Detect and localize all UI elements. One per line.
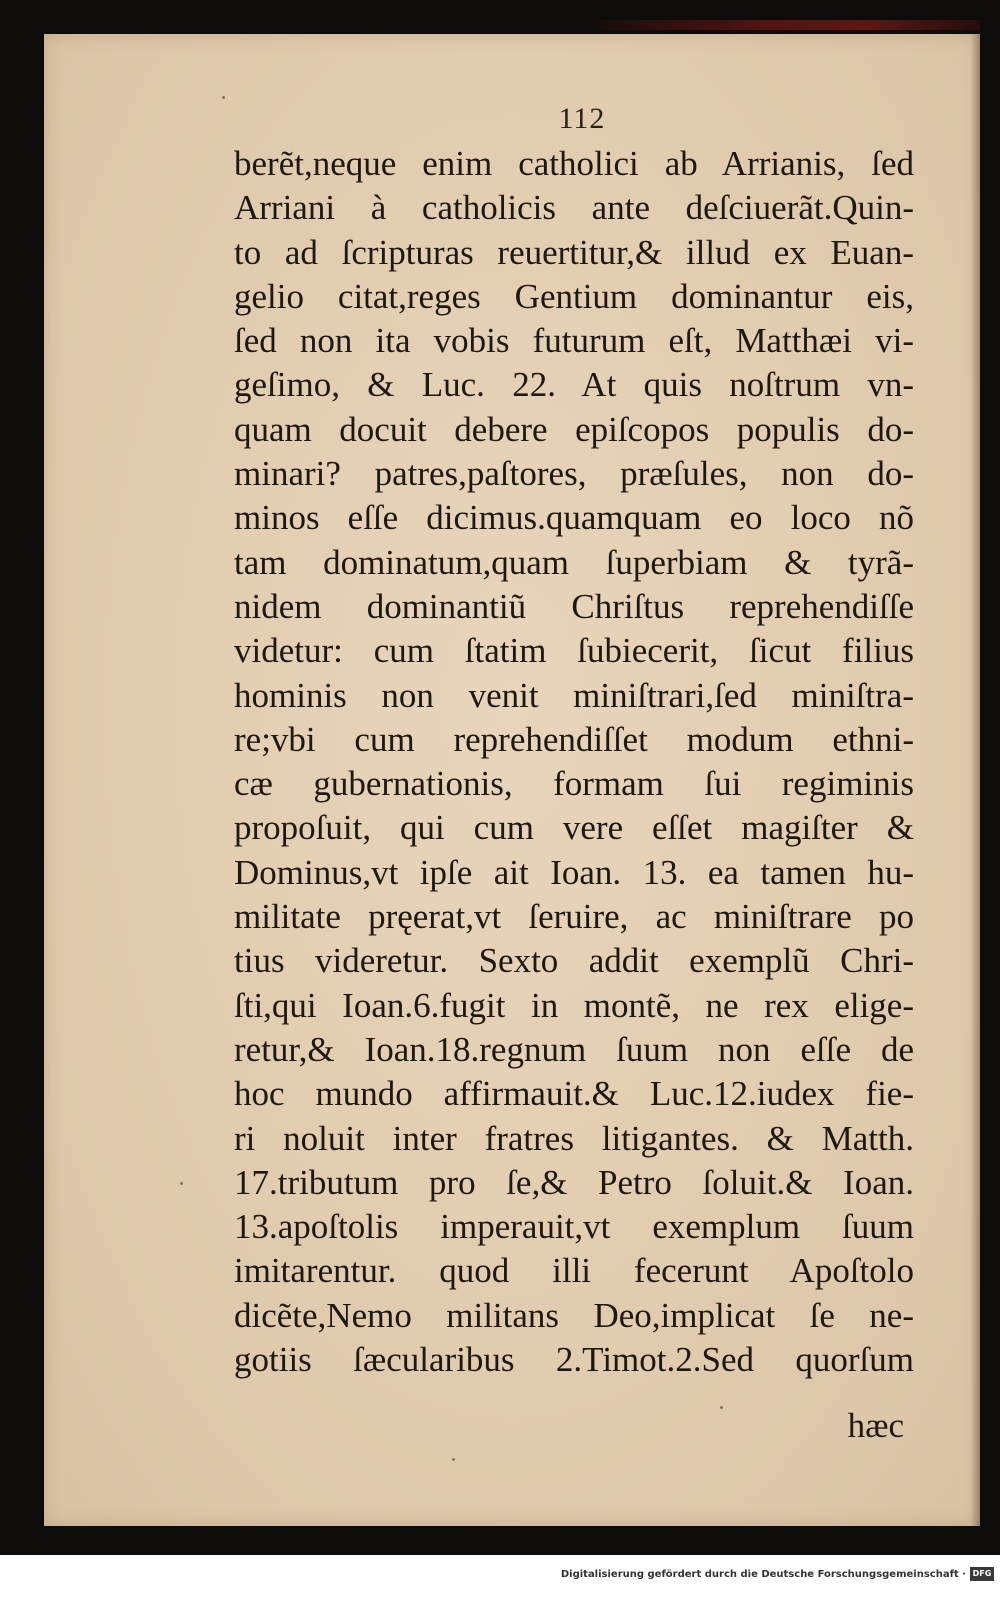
text-line: dicẽte,Nemo militans Deo,implicat ſe ne-: [234, 1295, 914, 1335]
ink-speck: [720, 1406, 723, 1409]
ink-speck: [452, 1458, 455, 1461]
page-number-text: 112: [558, 102, 606, 135]
ink-speck: [180, 1182, 183, 1185]
dfg-logo: DFG: [970, 1567, 994, 1581]
footer-bar: [0, 1555, 1000, 1599]
text-line: 13.apoſtolis imperauit,vt exemplum ſuum: [234, 1207, 914, 1247]
text-line: imitarentur. quod illi fecerunt Apoſtolo: [234, 1251, 914, 1291]
text-line: 17.tributum pro ſe,& Petro ſoluit.& Ioan.: [234, 1162, 914, 1202]
text-line: ri noluit inter fratres litigantes. & Matth.: [234, 1118, 914, 1158]
text-line: minari? patres,paſtores, præſules, non do-: [234, 454, 914, 494]
text-line: ſti,qui Ioan.6.fugit in montẽ, ne rex elige-: [234, 985, 914, 1025]
text-line: berẽt,neque enim catholici ab Arrianis, ſed: [234, 144, 914, 183]
text-line: geſimo, & Luc. 22. At quis noſtrum vn-: [234, 365, 914, 405]
text-line: tius videretur. Sexto addit exemplũ Chri-: [234, 941, 914, 981]
ink-speck: [222, 96, 225, 99]
text-line: Dominus,vt ipſe ait Ioan. 13. ea tamen hu-: [234, 852, 914, 892]
text-line: re;vbi cum reprehendiſſet modum ethni-: [234, 719, 914, 759]
body-text: [234, 142, 914, 1382]
text-line: videtur: cum ſtatim ſubiecerit, ſicut filius: [234, 631, 914, 671]
text-line: tam dominatum,quam ſuperbiam & tyrã-: [234, 542, 914, 582]
binding-edge: [600, 20, 980, 30]
book-page: [44, 34, 980, 1526]
text-line: ſed non ita vobis futurum eſt, Matthæi vi-: [234, 321, 914, 361]
text-line: cæ gubernationis, formam ſui regiminis: [234, 764, 914, 804]
text-line: retur,& Ioan.18.regnum ſuum non eſſe de: [234, 1029, 914, 1069]
text-line: hominis non venit miniſtrari,ſed miniſtra-: [234, 675, 914, 715]
text-line: minos eſſe dicimus.quamquam eo loco nõ: [234, 498, 914, 538]
text-line: quam docuit debere epiſcopos populis do-: [234, 409, 914, 449]
text-line: propoſuit, qui cum vere eſſet magiſter &: [234, 808, 914, 848]
text-line: to ad ſcripturas reuertitur,& illud ex Euan-: [234, 232, 914, 272]
text-line: gotiis ſæcularibus 2.Timot.2.Sed quorſum: [234, 1340, 914, 1380]
funding-credit: Digitalisierung gefördert durch die Deutsche Forschungsgemeinschaft ·: [560, 1569, 966, 1580]
page-number: [44, 102, 980, 136]
page-edge-shadow: [970, 34, 980, 1526]
text-line: militate pręerat,vt ſeruire, ac miniſtrare po: [234, 897, 914, 937]
catchword: hæc: [847, 1406, 904, 1445]
text-line: Arriani à catholicis ante deſciuerãt.Quin-: [234, 188, 914, 228]
text-line: hoc mundo affirmauit.& Luc.12.iudex fie-: [234, 1074, 914, 1114]
text-line: nidem dominantiũ Chriſtus reprehendiſſe: [234, 586, 914, 626]
text-line: gelio citat,reges Gentium dominantur eis,: [234, 276, 914, 316]
